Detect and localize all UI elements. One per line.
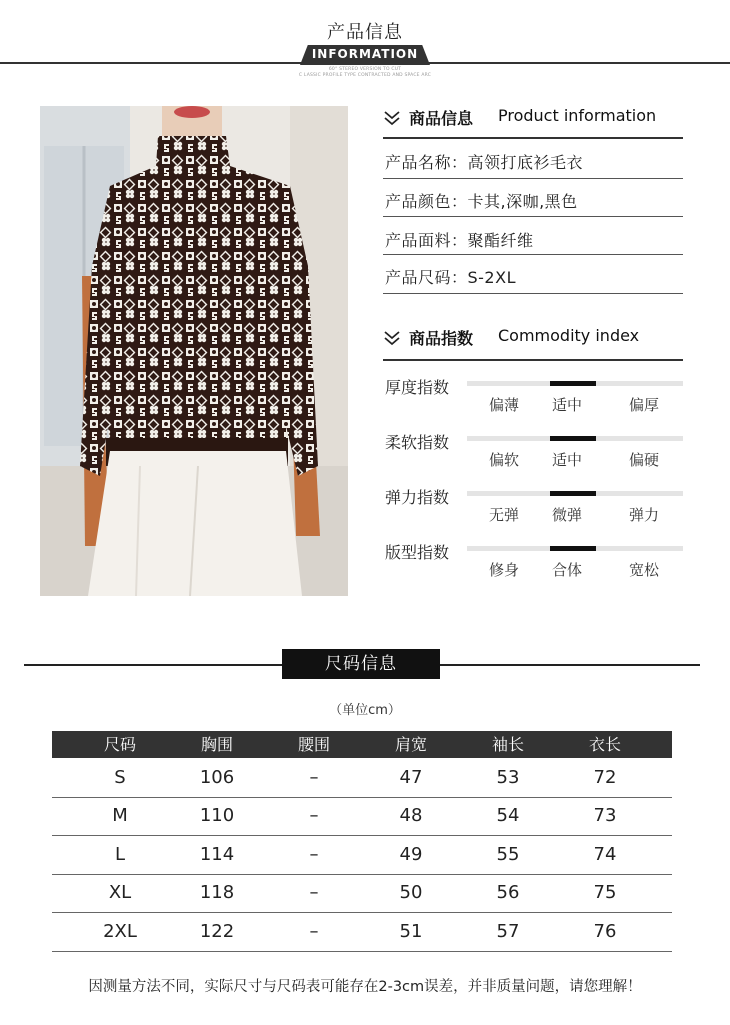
size-title-line-left — [24, 664, 282, 666]
information-badge-label: INFORMATION — [311, 47, 419, 61]
index-track — [467, 381, 683, 386]
row-divider — [383, 178, 683, 179]
cell-waist: – — [309, 805, 319, 827]
cell-waist: – — [309, 920, 319, 942]
column-header-chest: 胸围 — [200, 735, 233, 754]
cell-size: L — [114, 843, 126, 865]
cell-shoulder: 50 — [399, 882, 423, 904]
index-option: 微弹 — [551, 506, 582, 524]
cell-length: 76 — [593, 920, 617, 942]
measurement-footnote: 因测量方法不同，实际尺寸与尺码表可能存在2-3cm误差，并非质量问题，请您理解！ — [88, 979, 642, 995]
cell-length: 74 — [593, 843, 617, 865]
cell-chest: 122 — [199, 920, 235, 942]
table-row — [52, 797, 672, 835]
cell-chest: 118 — [199, 882, 235, 904]
product-name-row: 产品名称：高领打底衫毛衣 — [385, 153, 584, 172]
row-divider — [383, 254, 683, 255]
index-option: 修身 — [488, 561, 519, 579]
index-option: 无弹 — [488, 506, 519, 524]
cell-length: 72 — [593, 767, 617, 788]
product-info-divider — [383, 137, 683, 139]
size-chart-title: 尺码信息 — [282, 649, 440, 679]
cell-sleeve: 55 — [496, 843, 520, 865]
table-row — [52, 836, 672, 874]
index-track — [467, 436, 683, 441]
chevron-double-down-icon — [383, 110, 401, 126]
index-selected-marker — [550, 436, 596, 441]
index-selected-marker — [550, 381, 596, 386]
index-label: 版型指数 — [385, 543, 450, 562]
index-selected-marker — [550, 491, 596, 496]
size-unit-note: （单位cm） — [329, 703, 401, 718]
cell-waist: – — [309, 767, 319, 788]
column-header-sleeve: 袖长 — [491, 735, 524, 754]
index-track — [467, 491, 683, 496]
product-info-title-en: Product information — [498, 106, 657, 125]
index-option: 适中 — [551, 396, 582, 414]
cell-size: M — [112, 805, 128, 827]
cell-sleeve: 57 — [496, 920, 520, 942]
size-title-line-right — [440, 664, 700, 666]
index-label: 厚度指数 — [385, 378, 450, 397]
header-tagline-2: C LASSIC PROFILE TYPE CONTRACTED AND SPACE ARC — [298, 73, 432, 78]
size-table-header — [52, 731, 672, 758]
index-track — [467, 546, 683, 551]
commodity-index-divider — [383, 359, 683, 361]
cell-chest: 114 — [199, 843, 235, 865]
product-info-title-cn: 商品信息 — [409, 109, 474, 128]
index-label: 弹力指数 — [385, 488, 450, 507]
column-header-length: 衣长 — [588, 735, 621, 754]
header-tagline-1: 60° STEREO VERSION TO CUT — [328, 67, 402, 72]
cell-sleeve: 53 — [496, 767, 520, 788]
cell-shoulder: 49 — [399, 843, 423, 865]
index-option: 偏软 — [488, 451, 519, 469]
cell-shoulder: 51 — [399, 920, 423, 942]
row-divider — [383, 293, 683, 294]
cell-size: 2XL — [103, 920, 137, 942]
commodity-index-title-en: Commodity index — [498, 326, 640, 345]
cell-waist: – — [309, 882, 319, 904]
cell-size: XL — [108, 882, 132, 904]
index-option: 偏厚 — [628, 396, 659, 414]
index-option: 弹力 — [628, 506, 659, 524]
index-label: 柔软指数 — [385, 433, 450, 452]
column-header-shoulder: 肩宽 — [394, 735, 427, 754]
cell-shoulder: 47 — [399, 767, 423, 788]
cell-shoulder: 48 — [399, 805, 423, 827]
column-header-waist: 腰围 — [297, 735, 330, 754]
cell-size: S — [114, 767, 126, 788]
cell-length: 75 — [593, 882, 617, 904]
index-option: 偏硬 — [628, 451, 659, 469]
product-photo — [40, 106, 348, 596]
table-row — [52, 913, 672, 951]
cell-chest: 110 — [199, 805, 235, 827]
row-divider — [52, 951, 672, 952]
product-size-row: 产品尺码：S-2XL — [385, 268, 516, 287]
index-option: 适中 — [551, 451, 582, 469]
index-option: 宽松 — [628, 561, 659, 579]
chevron-double-down-icon — [383, 330, 401, 346]
row-divider — [383, 216, 683, 217]
cell-chest: 106 — [199, 767, 235, 788]
product-fabric-row: 产品面料：聚酯纤维 — [385, 231, 534, 250]
column-header-size: 尺码 — [103, 735, 136, 754]
index-selected-marker — [550, 546, 596, 551]
table-row — [52, 874, 672, 912]
page-title: 产品信息 — [327, 22, 403, 43]
commodity-index-title-cn: 商品指数 — [409, 329, 474, 348]
cell-length: 73 — [593, 805, 617, 827]
index-option: 合体 — [551, 561, 582, 579]
table-row — [52, 759, 672, 797]
index-option: 偏薄 — [488, 396, 519, 414]
cell-waist: – — [309, 843, 319, 865]
cell-sleeve: 54 — [496, 805, 520, 827]
product-color-row: 产品颜色：卡其,深咖,黑色 — [385, 192, 578, 211]
cell-sleeve: 56 — [496, 882, 520, 904]
